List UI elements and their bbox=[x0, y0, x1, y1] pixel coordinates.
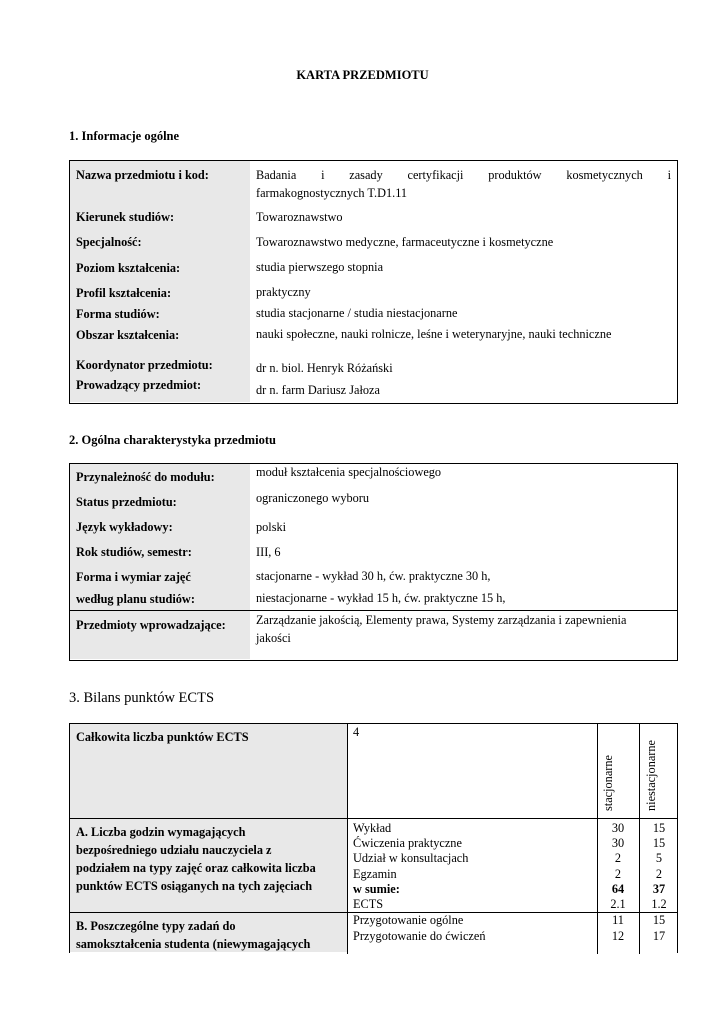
item-name: ECTS bbox=[353, 897, 384, 911]
label-language: Język wykładowy: bbox=[76, 520, 173, 534]
value-field: Towaroznawstwo bbox=[256, 210, 343, 224]
label-lecturer: Prowadzący przedmiot: bbox=[76, 378, 202, 392]
section1-heading: 1. Informacje ogólne bbox=[69, 129, 180, 143]
item-name-sum: w sumie: bbox=[353, 882, 400, 896]
item-niestac: 15 bbox=[652, 821, 666, 835]
item-stac: 30 bbox=[611, 821, 625, 835]
label-module: Przynależność do modułu: bbox=[76, 470, 215, 484]
value-module: moduł kształcenia specjalnościowego bbox=[256, 465, 442, 479]
label-area: Obszar kształcenia: bbox=[76, 328, 180, 342]
ects-table bbox=[69, 723, 678, 953]
label-level: Poziom kształcenia: bbox=[76, 261, 181, 275]
item-stac: 12 bbox=[611, 929, 625, 943]
item-stac: 2.1 bbox=[610, 897, 626, 911]
section3-heading: 3. Bilans punktów ECTS bbox=[69, 690, 215, 706]
value-specialty: Towaroznawstwo medyczne, farmaceutyczne i kosmetyczne bbox=[256, 235, 554, 249]
item-stac: 2 bbox=[614, 851, 622, 865]
value-lecturer: dr n. farm Dariusz Jałoza bbox=[256, 383, 380, 397]
item-niestac: 2 bbox=[655, 867, 663, 881]
item-niestac: 15 bbox=[652, 913, 666, 927]
item-name: Egzamin bbox=[353, 867, 397, 881]
item-stac: 11 bbox=[612, 913, 624, 927]
value-area: nauki społeczne, nauki rolnicze, leśne i weterynaryjne, nauki techniczne bbox=[256, 327, 612, 341]
value-study-form: studia stacjonarne / studia niestacjonarne bbox=[256, 306, 458, 320]
general-info-table bbox=[69, 160, 678, 404]
value-language: polski bbox=[256, 520, 287, 534]
value-class-form: stacjonarne - wykład 30 h, ćw. praktyczne 30 h, bbox=[256, 569, 491, 583]
group-a-label-line2: bezpośredniego udziału nauczyciela z bbox=[76, 843, 272, 857]
label-specialty: Specjalność: bbox=[76, 235, 142, 249]
label-coordinator: Koordynator przedmiotu: bbox=[76, 358, 213, 372]
value-study-plan: niestacjonarne - wykład 15 h, ćw. praktyczne 15 h, bbox=[256, 591, 506, 605]
group-b-label-line1: B. Poszczególne typy zadań do bbox=[76, 919, 236, 933]
value-course-name: Badania i zasady certyfikacji produktów kosmetycznych i bbox=[256, 168, 671, 182]
value-course-name-cont: farmakognostycznych T.D1.11 bbox=[256, 186, 408, 200]
label-field: Kierunek studiów: bbox=[76, 210, 175, 224]
item-name: Przygotowanie do ćwiczeń bbox=[353, 929, 486, 943]
item-niestac: 15 bbox=[652, 836, 666, 850]
value-year-semester: III, 6 bbox=[256, 545, 281, 559]
value-profile: praktyczny bbox=[256, 285, 311, 299]
ects-total-value: 4 bbox=[353, 725, 360, 739]
item-niestac: 17 bbox=[652, 929, 666, 943]
label-year-semester: Rok studiów, semestr: bbox=[76, 545, 192, 559]
value-prerequisites: Zarządzanie jakością, Elementy prawa, Systemy zarządzania i zapewnienia bbox=[256, 613, 627, 627]
label-prerequisites: Przedmioty wprowadzające: bbox=[76, 618, 226, 632]
item-niestac-sum: 37 bbox=[652, 882, 666, 896]
value-prerequisites-cont: jakości bbox=[256, 631, 291, 645]
item-stac: 30 bbox=[611, 836, 625, 850]
item-niestac: 5 bbox=[655, 851, 663, 865]
label-course-name: Nazwa przedmiotu i kod: bbox=[76, 168, 209, 182]
group-a-label-line1: A. Liczba godzin wymagających bbox=[76, 825, 246, 839]
group-a-label-line4: punktów ECTS osiąganych na tych zajęciach bbox=[76, 879, 313, 893]
value-level: studia pierwszego stopnia bbox=[256, 260, 384, 274]
ects-total-label: Całkowita liczba punktów ECTS bbox=[76, 730, 249, 744]
section2-heading: 2. Ogólna charakterystyka przedmiotu bbox=[69, 433, 276, 447]
label-study-plan: według planu studiów: bbox=[76, 592, 195, 606]
item-name: Wykład bbox=[353, 821, 392, 835]
value-coordinator: dr n. biol. Henryk Różański bbox=[256, 361, 393, 375]
group-a-label-line3: podziałem na typy zajęć oraz całkowita liczba bbox=[76, 861, 316, 875]
item-name: Ćwiczenia praktyczne bbox=[353, 836, 462, 850]
value-status: ograniczonego wyboru bbox=[256, 491, 370, 505]
item-name: Udział w konsultacjach bbox=[353, 851, 469, 865]
label-study-form: Forma studiów: bbox=[76, 307, 160, 321]
label-status: Status przedmiotu: bbox=[76, 495, 177, 509]
item-niestac: 1.2 bbox=[651, 897, 667, 911]
col-header-niestacjonarne: niestacjonarne bbox=[644, 739, 658, 811]
characteristics-table bbox=[69, 463, 678, 661]
item-stac-sum: 64 bbox=[611, 882, 625, 896]
group-b-label-line2: samokształcenia studenta (niewymagających bbox=[76, 937, 311, 951]
item-stac: 2 bbox=[614, 867, 622, 881]
document-title: KARTA PRZEDMIOTU bbox=[296, 68, 429, 82]
item-name: Przygotowanie ogólne bbox=[353, 913, 464, 927]
label-profile: Profil kształcenia: bbox=[76, 286, 172, 300]
label-class-form: Forma i wymiar zajęć bbox=[76, 570, 191, 584]
col-header-stacjonarne: stacjonarne bbox=[601, 755, 615, 811]
